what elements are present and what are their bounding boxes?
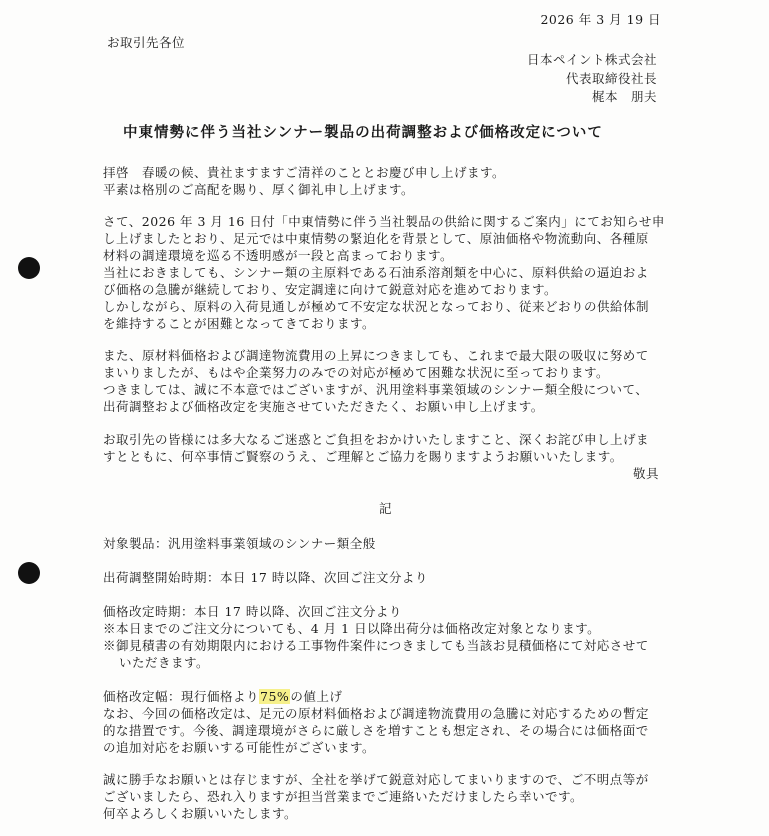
body-line: すとともに、何卒事情ご賢察のうえ、ご理解とご協力を賜りますようお願いいたします。: [103, 449, 623, 464]
greeting-line: 平素は格別のご高配を賜り、厚く御礼申し上げます。: [103, 182, 415, 197]
closing-word: 敬具: [632, 466, 659, 481]
range-note-line: 的な措置です。今後、調達環境がさらに厳しさを増すことも想定され、その場合には価格面で: [103, 723, 649, 738]
body-line: また、原材料価格および調達物流費用の上昇につきましても、これまで最大限の吸収に努めて: [103, 348, 649, 363]
price-range-value: 75%: [260, 689, 290, 704]
price-timing: 価格改定時期：本日 17 時以降、次回ご注文分より: [103, 604, 402, 619]
punch-hole: [18, 257, 40, 279]
body-line: お取引先の皆様には多大なるご迷惑とご負担をおかけいたしますこと、深くお詫び申し上げま: [103, 432, 650, 447]
letter-title: 中東情勢に伴う当社シンナー製品の出荷調整および価格改定について: [123, 124, 603, 141]
body-line: び価格の急騰が継続しており、安定調達に向けて鋭意対応を進めております。: [103, 282, 558, 297]
letter-date: 2026 年 3 月 19 日: [540, 12, 661, 27]
sender-name: 梶本 朋夫: [591, 89, 657, 104]
note-line: いただきます。: [119, 655, 210, 670]
body-line: 出荷調整および価格改定を実施させていただきたく、お願い申し上げます。: [103, 399, 544, 414]
shipment-start: 出荷調整開始時期：本日 17 時以降、次回ご注文分より: [103, 570, 428, 585]
greeting-line: 拝啓 春暖の候、貴社ますますご清祥のこととお慶び申し上げます。: [103, 165, 506, 180]
range-note-line: の追加対応をお願いする可能性がございます。: [103, 740, 376, 755]
range-note-line: なお、今回の価格改定は、足元の原材料価格および調達物流費用の急騰に対応するための暫定: [103, 706, 650, 721]
ki-heading: 記: [379, 501, 393, 516]
price-range-suffix: の値上げ: [290, 689, 343, 704]
price-range: [103, 689, 342, 705]
body-line: 当社におきましても、シンナー類の主原料である石油系溶剤類を中心に、原料供給の逼迫およ: [103, 265, 649, 280]
note-line: ※本日までのご注文分についても、4 月 1 日以降出荷分は価格改定対象となります。: [103, 621, 601, 636]
body-line: しかしながら、原料の入荷見通しが極めて不安定な状況となっており、従来どおりの供給体制: [103, 299, 650, 314]
body-line: つきましては、誠に不本意ではございますが、汎用塗料事業領域のシンナー類全般について、: [103, 382, 649, 397]
addressee: お取引先各位: [107, 35, 186, 50]
target-product: 対象製品：汎用塗料事業領域のシンナー類全般: [103, 536, 376, 551]
final-line: 誠に勝手なお願いとは存じますが、全社を挙げて鋭意対応してまいりますので、ご不明点等が: [103, 772, 649, 787]
punch-hole: [18, 562, 40, 584]
final-line: ございましたら、恐れ入りますが担当営業までご連絡いただけましたら幸いです。: [103, 789, 584, 804]
body-line: 材料の調達環境を巡る不透明感が一段と高まっております。: [103, 248, 454, 263]
note-line: ※御見積書の有効期限内における工事物件案件につきましても当該お見積価格にて対応させて: [103, 638, 649, 653]
final-line: 何卒よろしくお願いいたします。: [103, 806, 298, 821]
body-line: を維持することが困難となってきております。: [103, 316, 376, 331]
sender-position: 代表取締役社長: [565, 71, 657, 86]
price-range-label: 価格改定幅：現行価格より: [103, 689, 260, 704]
body-line: さて、2026 年 3 月 16 日付「中東情勢に伴う当社製品の供給に関するご案内」にてお知らせ申: [103, 214, 665, 229]
company-name: 日本ペイント株式会社: [526, 52, 657, 67]
body-line: し上げましたとおり、足元では中東情勢の緊迫化を背景として、原油価格や物流動向、各種原: [103, 231, 649, 246]
body-line: まいりましたが、もはや企業努力のみでの対応が極めて困難な状況に至っております。: [103, 365, 610, 380]
